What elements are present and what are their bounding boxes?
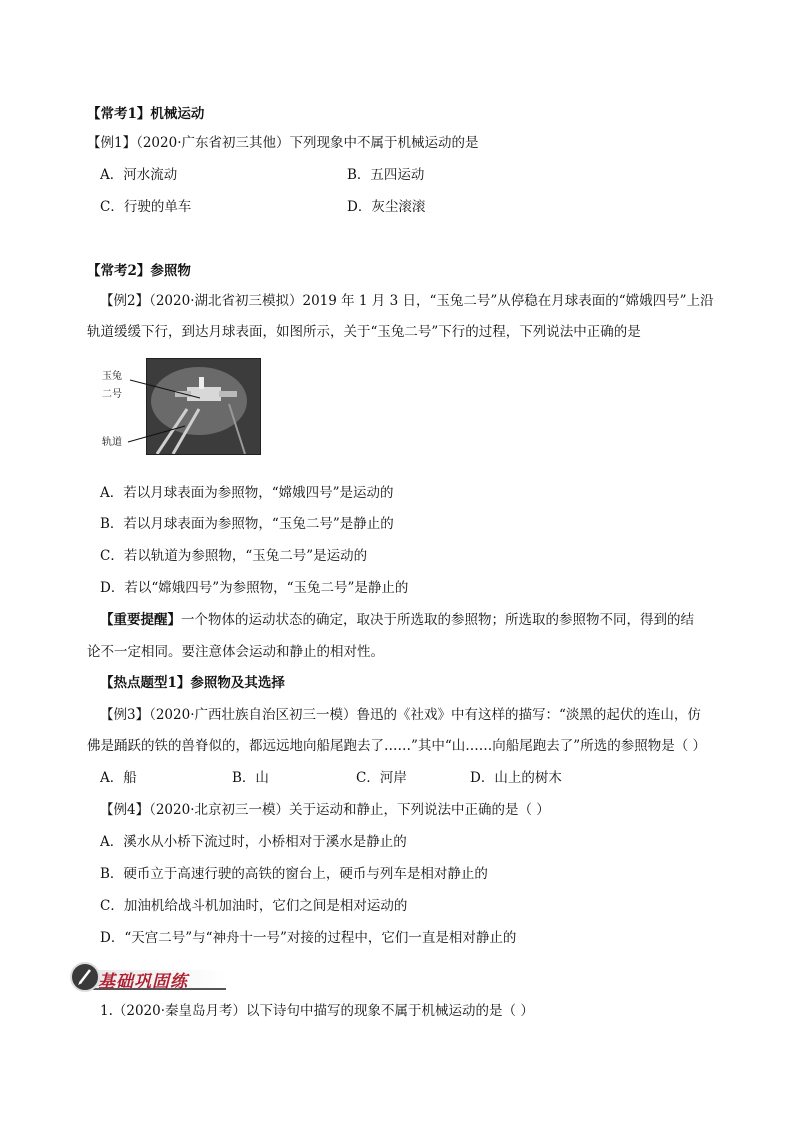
practice-banner [68, 962, 228, 992]
banner-title: 基础巩固练 [98, 972, 188, 992]
example2-option-b: B．若以月球表面为参照物，“玉兔二号”是静止的 [100, 516, 394, 532]
label-rover-line1: 玉兔 [102, 371, 122, 382]
example4-question: 【例4】（2020·北京初三一模）关于运动和静止，下列说法中正确的是（ ） [100, 802, 550, 818]
example2-option-c: C．若以轨道为参照物，“玉兔二号”是运动的 [100, 548, 368, 564]
pen-icon-shape [72, 964, 98, 990]
example3-question-line1: 【例3】（2020·广西壮族自治区初三一模）鲁迅的《社戏》中有这样的描写：“淡黑的起伏的连山，仿 [100, 707, 701, 723]
example3-option-b: B．山 [232, 770, 269, 786]
example1-option-d: D．灰尘滚滚 [347, 199, 426, 215]
example1-option-c: C．行驶的单车 [100, 199, 192, 215]
example1-option-b: B．五四运动 [347, 167, 425, 183]
example3-option-a: A．船 [100, 770, 137, 786]
section1-heading: 【常考1】机械运动 [87, 106, 205, 122]
important-reminder-text: 一个物体的运动状态的确定，取决于所选取的参照物；所选取的参照物不同，得到的结 [181, 612, 694, 628]
figure-callouts [100, 358, 270, 454]
example2-option-d: D．若以“嫦娥四号”为参照物，“玉兔二号”是静止的 [100, 580, 409, 596]
example3-option-d: D．山上的树木 [470, 770, 562, 786]
pen-icon [70, 962, 100, 992]
label-rover-line2: 二号 [102, 389, 122, 400]
important-reminder-label: 【重要提醒】 [100, 612, 181, 628]
section2-heading: 【常考2】参照物 [87, 263, 191, 279]
example4-option-a: A．溪水从小桥下流过时，小桥相对于溪水是静止的 [100, 834, 407, 850]
example1-option-a: A．河水流动 [100, 167, 178, 183]
practice-question-1: 1.（2020·秦皇岛月考）以下诗句中描写的现象不属于机械运动的是（ ） [100, 1003, 534, 1019]
example2-question-line1: 【例2】（2020·湖北省初三模拟）2019 年 1 月 3 日，“玉兔二号”从停稳在月球表面的“嫦娥四号”上沿 [100, 293, 714, 309]
example3-question-line2: 佛是踊跃的铁的兽脊似的，都远远地向船尾跑去了……”其中“山……向船尾跑去了”所选的参照物是（ ） [87, 738, 706, 754]
rover-figure [100, 358, 270, 454]
example2-option-a: A．若以月球表面为参照物，“嫦娥四号”是运动的 [100, 485, 394, 501]
section3-heading: 【热点题型1】参照物及其选择 [100, 675, 285, 691]
example4-option-b: B．硬币立于高速行驶的高铁的窗台上，硬币与列车是相对静止的 [100, 866, 488, 882]
example3-option-c: C．河岸 [356, 770, 407, 786]
example1-question: 【例1】（2020·广东省初三其他）下列现象中不属于机械运动的是 [87, 135, 479, 151]
example4-option-d: D．“天宫二号”与“神舟十一号”对接的过程中，它们一直是相对静止的 [100, 930, 517, 946]
important-reminder-line1 [100, 610, 694, 630]
example4-option-c: C．加油机给战斗机加油时，它们之间是相对运动的 [100, 898, 408, 914]
example2-question-line2: 轨道缓缓下行，到达月球表面，如图所示，关于“玉兔二号”下行的过程，下列说法中正确的是 [87, 324, 641, 340]
important-reminder-line2: 论不一定相同。要注意体会运动和静止的相对性。 [87, 644, 384, 660]
label-track: 轨道 [102, 437, 122, 448]
